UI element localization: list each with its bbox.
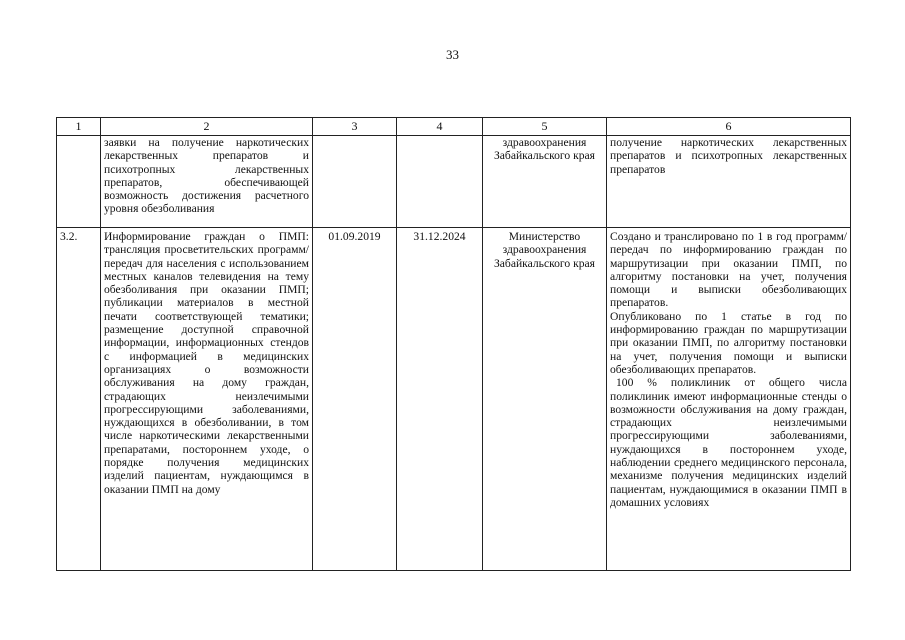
executor-cell: Министерство здравоохранения Забайкальского края — [483, 228, 607, 571]
page-number: 33 — [446, 47, 459, 62]
column-header: 4 — [397, 118, 483, 136]
column-header: 1 — [57, 118, 101, 136]
start-date-cell: 01.09.2019 — [313, 228, 397, 571]
column-header: 5 — [483, 118, 607, 136]
activity-cell: заявки на получение наркотических лекарственных препаратов и психотропных лекарственных препаратов, обеспечивающей возможность достижения расчетного уровня обезболивания — [101, 136, 313, 228]
result-paragraph: 100 % поликлиник от общего числа поликлиник имеют информационные стенды о возможности обслуживания на дому граждан, страдающих неизлечимыми прогрессирующими заболеваниями, нуждающихся в постороннем уходе, наблюдении среднего медицинского персонала, механизме получения медицинских изделий пациентам, нуждающимися в оказании ПМП в домашних условиях — [610, 376, 847, 509]
column-header: 6 — [607, 118, 851, 136]
column-header: 3 — [313, 118, 397, 136]
activity-cell: Информирование граждан о ПМП: трансляция просветительских программ/передач для населения с использованием местных каналов телевидения на тему обезболивания при оказании ПМП; публикации материалов в местной печати соответствующей тематики; размещение доступной справочной информации, информационных стендов с информацией в медицинских организациях о возможности обслуживания на дому граждан, страдающих неизлечимыми прогрессирующими заболеваниями, нуждающихся в обезболивании, в том числе наркотическими лекарственными препаратами, постороннем уходе, о порядке получения медицинских изделий пациентам, нуждающимся в оказании ПМП на дому — [101, 228, 313, 571]
table-row — [57, 136, 851, 228]
row-number-cell — [57, 136, 101, 228]
start-date-cell — [313, 136, 397, 228]
executor-cell: здравоохранения Забайкальского края — [483, 136, 607, 228]
table-row — [57, 228, 851, 571]
result-paragraph: получение наркотических лекарственных препаратов и психотропных лекарственных препаратов — [610, 136, 847, 176]
result-paragraph: Опубликовано по 1 статье в год по информированию граждан по маршрутизации при оказании ПМП, по алгоритму постановки на учет, получения помощи и выписки обезболивающих препаратов. — [610, 309, 847, 376]
end-date-cell — [397, 136, 483, 228]
end-date-cell: 31.12.2024 — [397, 228, 483, 571]
result-paragraph: Создано и транслировано по 1 в год программ/передач по информированию граждан по маршрутизации при оказании ПМП, по алгоритму постановки на учет, получения помощи и выписки обезболивающих препаратов. — [610, 230, 847, 310]
row-number-cell: 3.2. — [57, 228, 101, 571]
column-header: 2 — [101, 118, 313, 136]
table-header-row — [57, 118, 851, 136]
plan-table — [56, 117, 851, 571]
result-cell — [607, 136, 851, 228]
result-cell — [607, 228, 851, 571]
